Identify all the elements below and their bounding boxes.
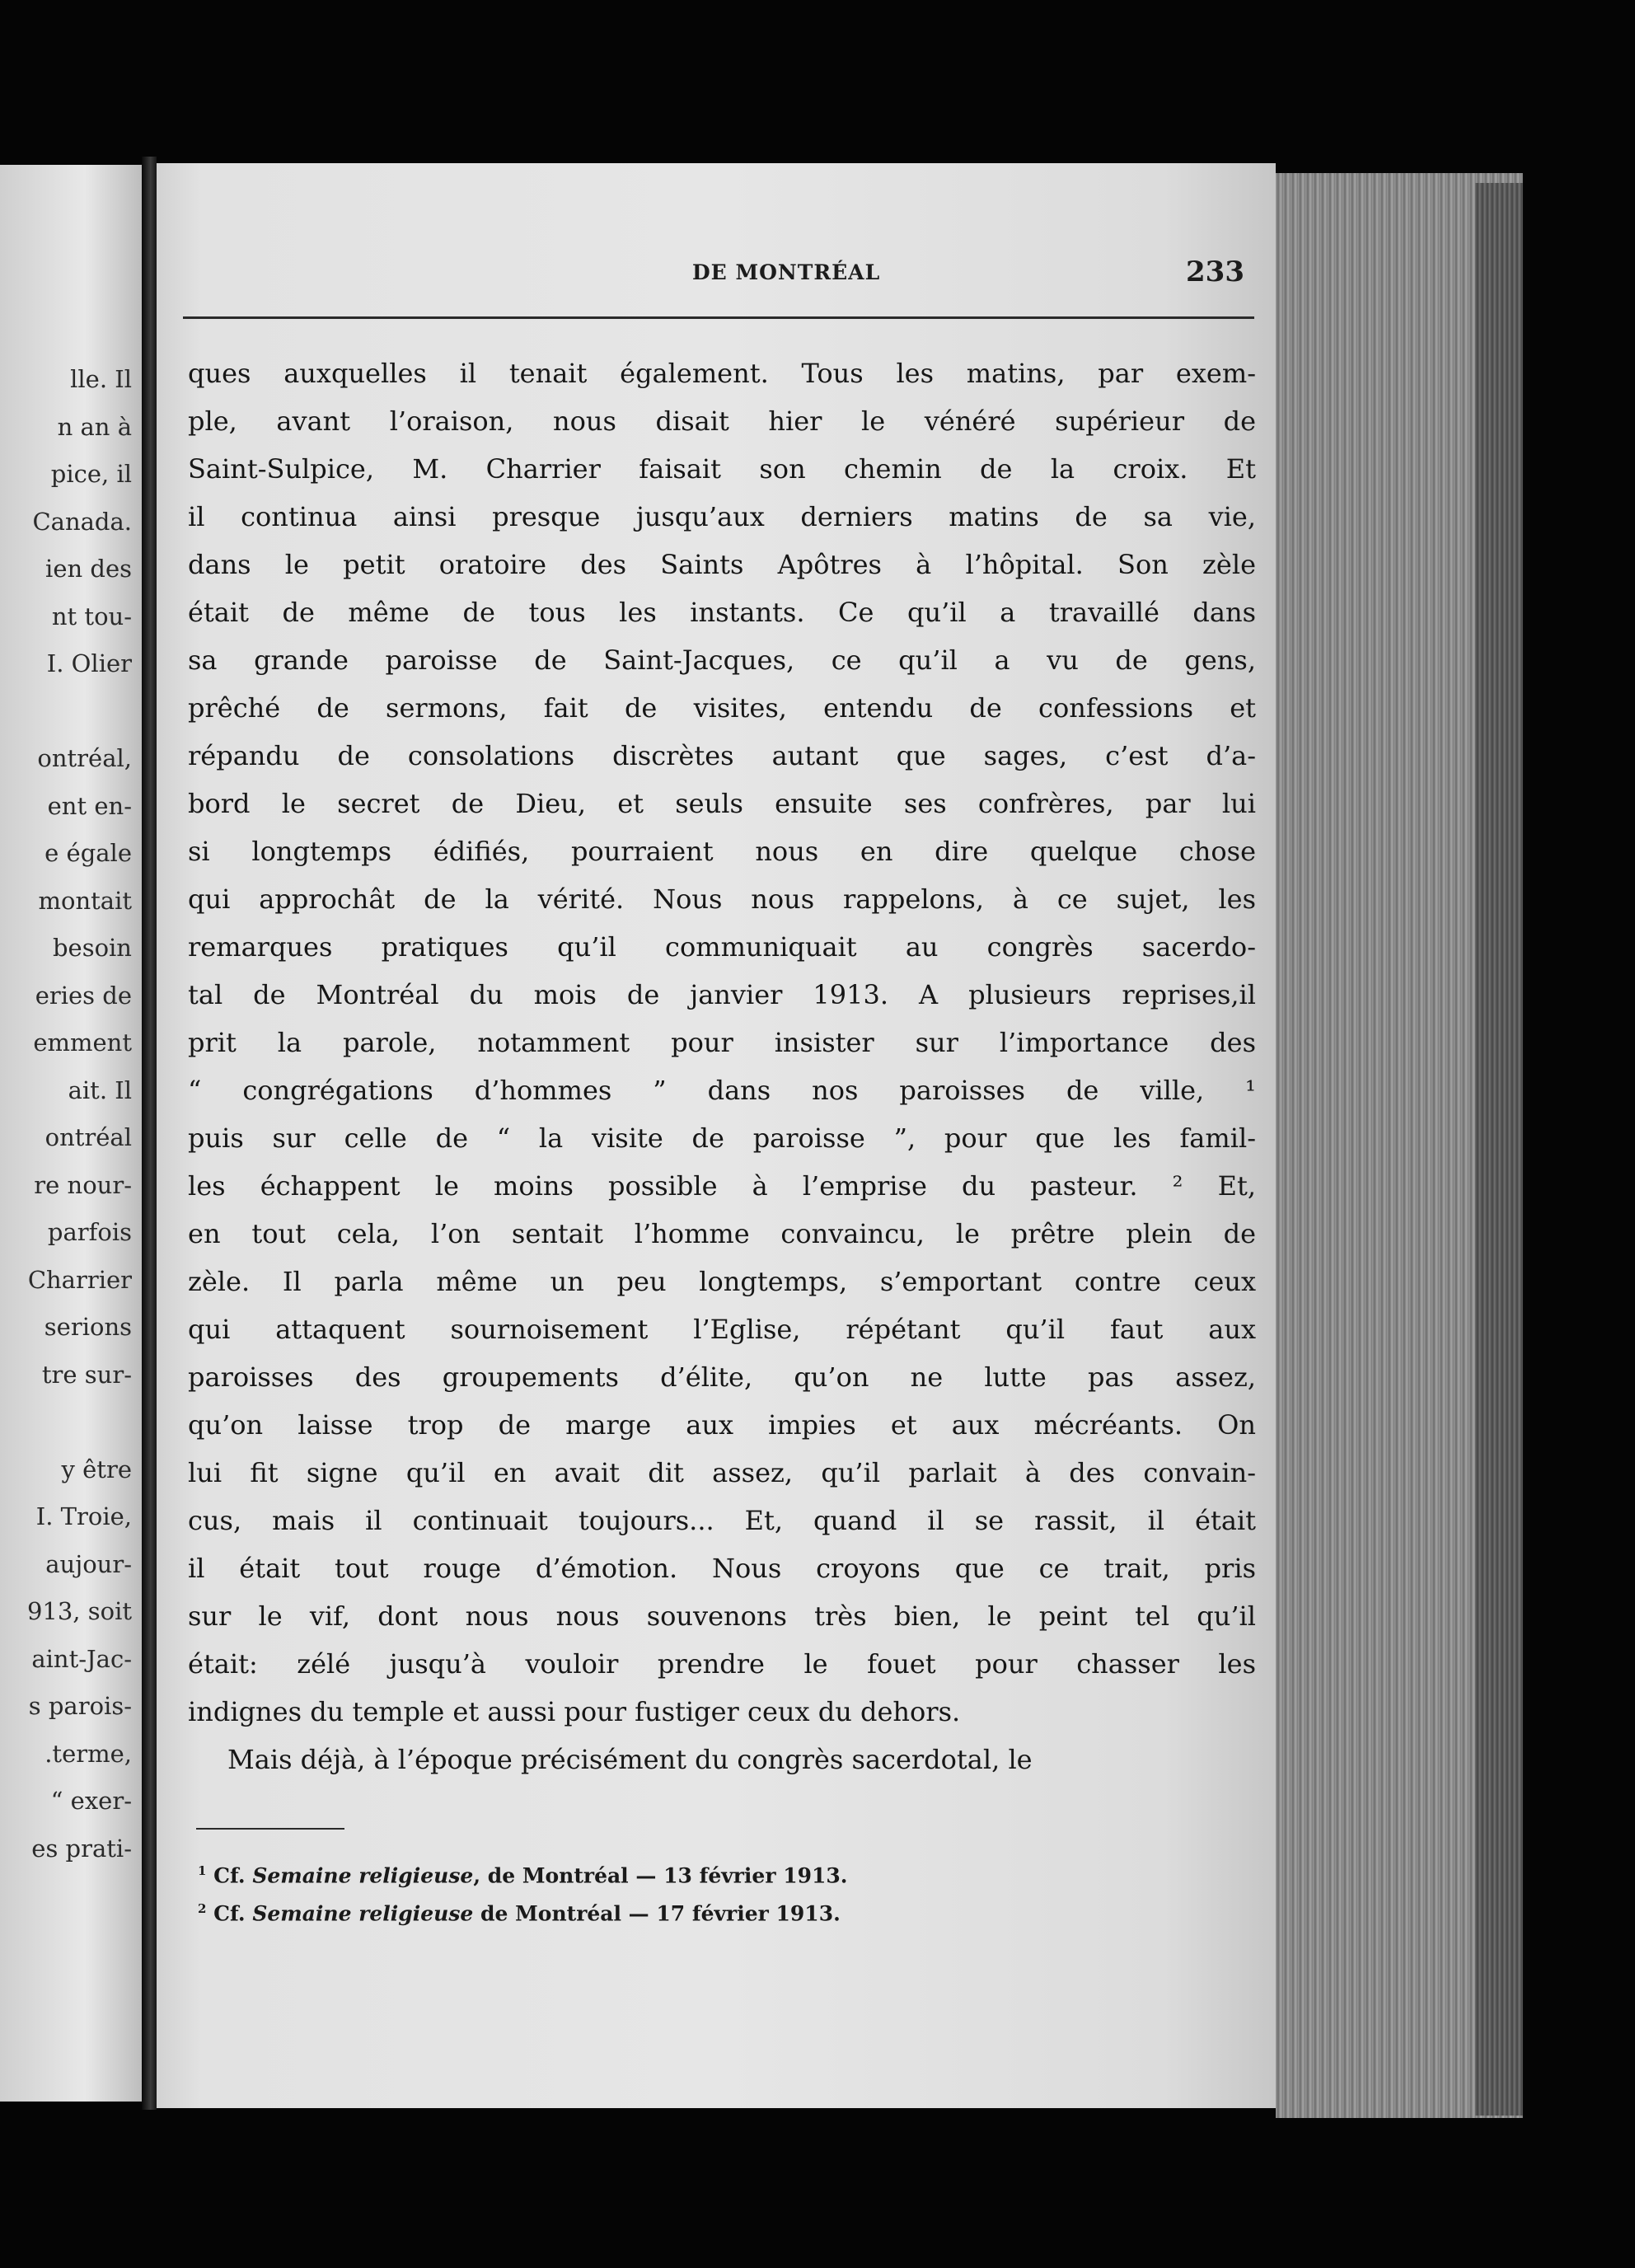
- text-line: en tout cela, l’on sentait l’homme convaincu, le prêtre plein de: [188, 1218, 1256, 1249]
- text-line: qui attaquent sournoisement l’Eglise, répétant qu’il faut aux: [188, 1314, 1256, 1345]
- text-line: répandu de consolations discrètes autant que sages, c’est d’a-: [188, 740, 1256, 771]
- text-line: sur le vif, dont nous nous souvenons très bien, le peint tel qu’il: [188, 1600, 1256, 1632]
- book-gutter: [142, 157, 157, 2110]
- text-line: qu’on laisse trop de marge aux impies et aux mécréants. On: [188, 1409, 1256, 1441]
- text-line: sa grande paroisse de Saint-Jacques, ce qu’il a vu de gens,: [188, 644, 1256, 676]
- text-line: il continua ainsi presque jusqu’aux derniers matins de sa vie,: [188, 501, 1256, 532]
- text-line: Saint-Sulpice, M. Charrier faisait son chemin de la croix. Et: [188, 453, 1256, 485]
- previous-page-line: n an à: [57, 412, 132, 441]
- footnote-citation: , de Montréal — 13 février 1913.: [473, 1863, 848, 1888]
- previous-page-line: ontréal: [45, 1123, 132, 1151]
- text-line: lui fit signe qu’il en avait dit assez, qu’il parlait à des convain-: [188, 1457, 1256, 1488]
- previous-page-line: 913, soit: [26, 1597, 132, 1625]
- footnote-source-title: Semaine religieuse: [252, 1901, 474, 1926]
- footnote-prefix: Cf.: [206, 1901, 253, 1926]
- book-page-edges-shadow: [1475, 183, 1523, 2116]
- text-line: Mais déjà, à l’époque précisément du congrès sacerdotal, le: [227, 1744, 1033, 1775]
- text-line: était: zélé jusqu’à vouloir prendre le fouet pour chasser les: [188, 1648, 1256, 1680]
- previous-page-line: lle. Il: [70, 365, 132, 393]
- text-line: qui approchât de la vérité. Nous nous rappelons, à ce sujet, les: [188, 883, 1256, 915]
- previous-page-line: nt tou-: [51, 602, 132, 630]
- text-line: remarques pratiques qu’il communiquait au congrès sacerdo-: [188, 931, 1256, 963]
- body-text: [188, 349, 1256, 1783]
- text-line: il était tout rouge d’émotion. Nous croyons que ce trait, pris: [188, 1553, 1256, 1584]
- running-head: [330, 255, 1244, 293]
- footnote-source-title: Semaine religieuse: [252, 1863, 474, 1888]
- previous-page-line: aint-Jac-: [31, 1644, 132, 1673]
- previous-page-line: emment: [33, 1029, 132, 1057]
- book-page: [157, 163, 1276, 2108]
- text-line: “ congrégations d’hommes ” dans nos paroisses de ville, ¹: [188, 1075, 1256, 1106]
- previous-page-line: Charrier: [27, 1265, 132, 1294]
- previous-page-line: ontréal,: [37, 744, 132, 772]
- text-line: ple, avant l’oraison, nous disait hier le vénéré supérieur de: [188, 405, 1256, 437]
- previous-page-line: ien des: [45, 555, 132, 583]
- footnote-mark: 2: [198, 1901, 207, 1917]
- previous-page-line: .terme,: [45, 1739, 132, 1768]
- text-line: dans le petit oratoire des Saints Apôtres à l’hôpital. Son zèle: [188, 549, 1256, 580]
- text-line: indignes du temple et aussi pour fustiger ceux du dehors.: [188, 1696, 961, 1727]
- text-line: ques auxquelles il tenait également. Tous les matins, par exem-: [188, 358, 1256, 389]
- previous-page-line: montait: [38, 886, 132, 915]
- previous-page-line: tre sur-: [41, 1360, 132, 1389]
- footnote-citation: de Montréal — 17 février 1913.: [473, 1901, 841, 1926]
- page-number: 233: [1186, 255, 1244, 288]
- text-line: zèle. Il parla même un peu longtemps, s’emportant contre ceux: [188, 1266, 1256, 1297]
- previous-page-line: Canada.: [32, 507, 132, 536]
- previous-page-line: aujour-: [45, 1549, 132, 1578]
- text-line: bord le secret de Dieu, et seuls ensuite ses confrères, par lui: [188, 788, 1256, 819]
- text-line: tal de Montréal du mois de janvier 1913. A plusieurs reprises,il: [188, 979, 1256, 1010]
- header-rule: [183, 316, 1254, 319]
- text-line: prit la parole, notamment pour insister sur l’importance des: [188, 1027, 1256, 1058]
- previous-page-line: serions: [44, 1313, 132, 1341]
- text-line: cus, mais il continuait toujours... Et, quand il se rassit, il était: [188, 1505, 1256, 1536]
- text-line: prêché de sermons, fait de visites, entendu de confessions et: [188, 692, 1256, 724]
- running-head-title: DE MONTRÉAL: [692, 260, 881, 284]
- footnote-mark: 1: [198, 1863, 207, 1878]
- text-line: les échappent le moins possible à l’emprise du pasteur. ² Et,: [188, 1170, 1256, 1202]
- previous-page-line: s parois-: [28, 1692, 132, 1720]
- footnote: [198, 1854, 848, 1892]
- text-line: paroisses des groupements d’élite, qu’on ne lutte pas assez,: [188, 1361, 1256, 1393]
- previous-page-line: ent en-: [47, 791, 132, 820]
- previous-page-line: I. Olier: [46, 649, 132, 677]
- text-line: était de même de tous les instants. Ce qu’il a travaillé dans: [188, 597, 1256, 628]
- previous-page-line: besoin: [52, 934, 132, 962]
- previous-page-line: e égale: [45, 839, 132, 867]
- previous-page-fragment: [0, 165, 142, 2102]
- footnote-rule: [196, 1828, 344, 1830]
- footnote: [198, 1892, 848, 1930]
- footnote-prefix: Cf.: [206, 1863, 253, 1888]
- previous-page-line: ait. Il: [68, 1075, 132, 1104]
- previous-page-line: eries de: [35, 981, 132, 1010]
- previous-page-line: es prati-: [31, 1834, 132, 1863]
- previous-page-line: pice, il: [50, 460, 132, 488]
- previous-page-line: parfois: [47, 1218, 132, 1246]
- text-line: si longtemps édifiés, pourraient nous en dire quelque chose: [188, 836, 1256, 867]
- previous-page-line: “ exer-: [50, 1787, 132, 1815]
- text-line: puis sur celle de “ la visite de paroisse ”, pour que les famil-: [188, 1122, 1256, 1154]
- previous-page-line: re nour-: [34, 1170, 132, 1199]
- footnotes: [198, 1854, 848, 1931]
- previous-page-line: I. Troie,: [35, 1502, 132, 1530]
- previous-page-line: y être: [61, 1455, 132, 1483]
